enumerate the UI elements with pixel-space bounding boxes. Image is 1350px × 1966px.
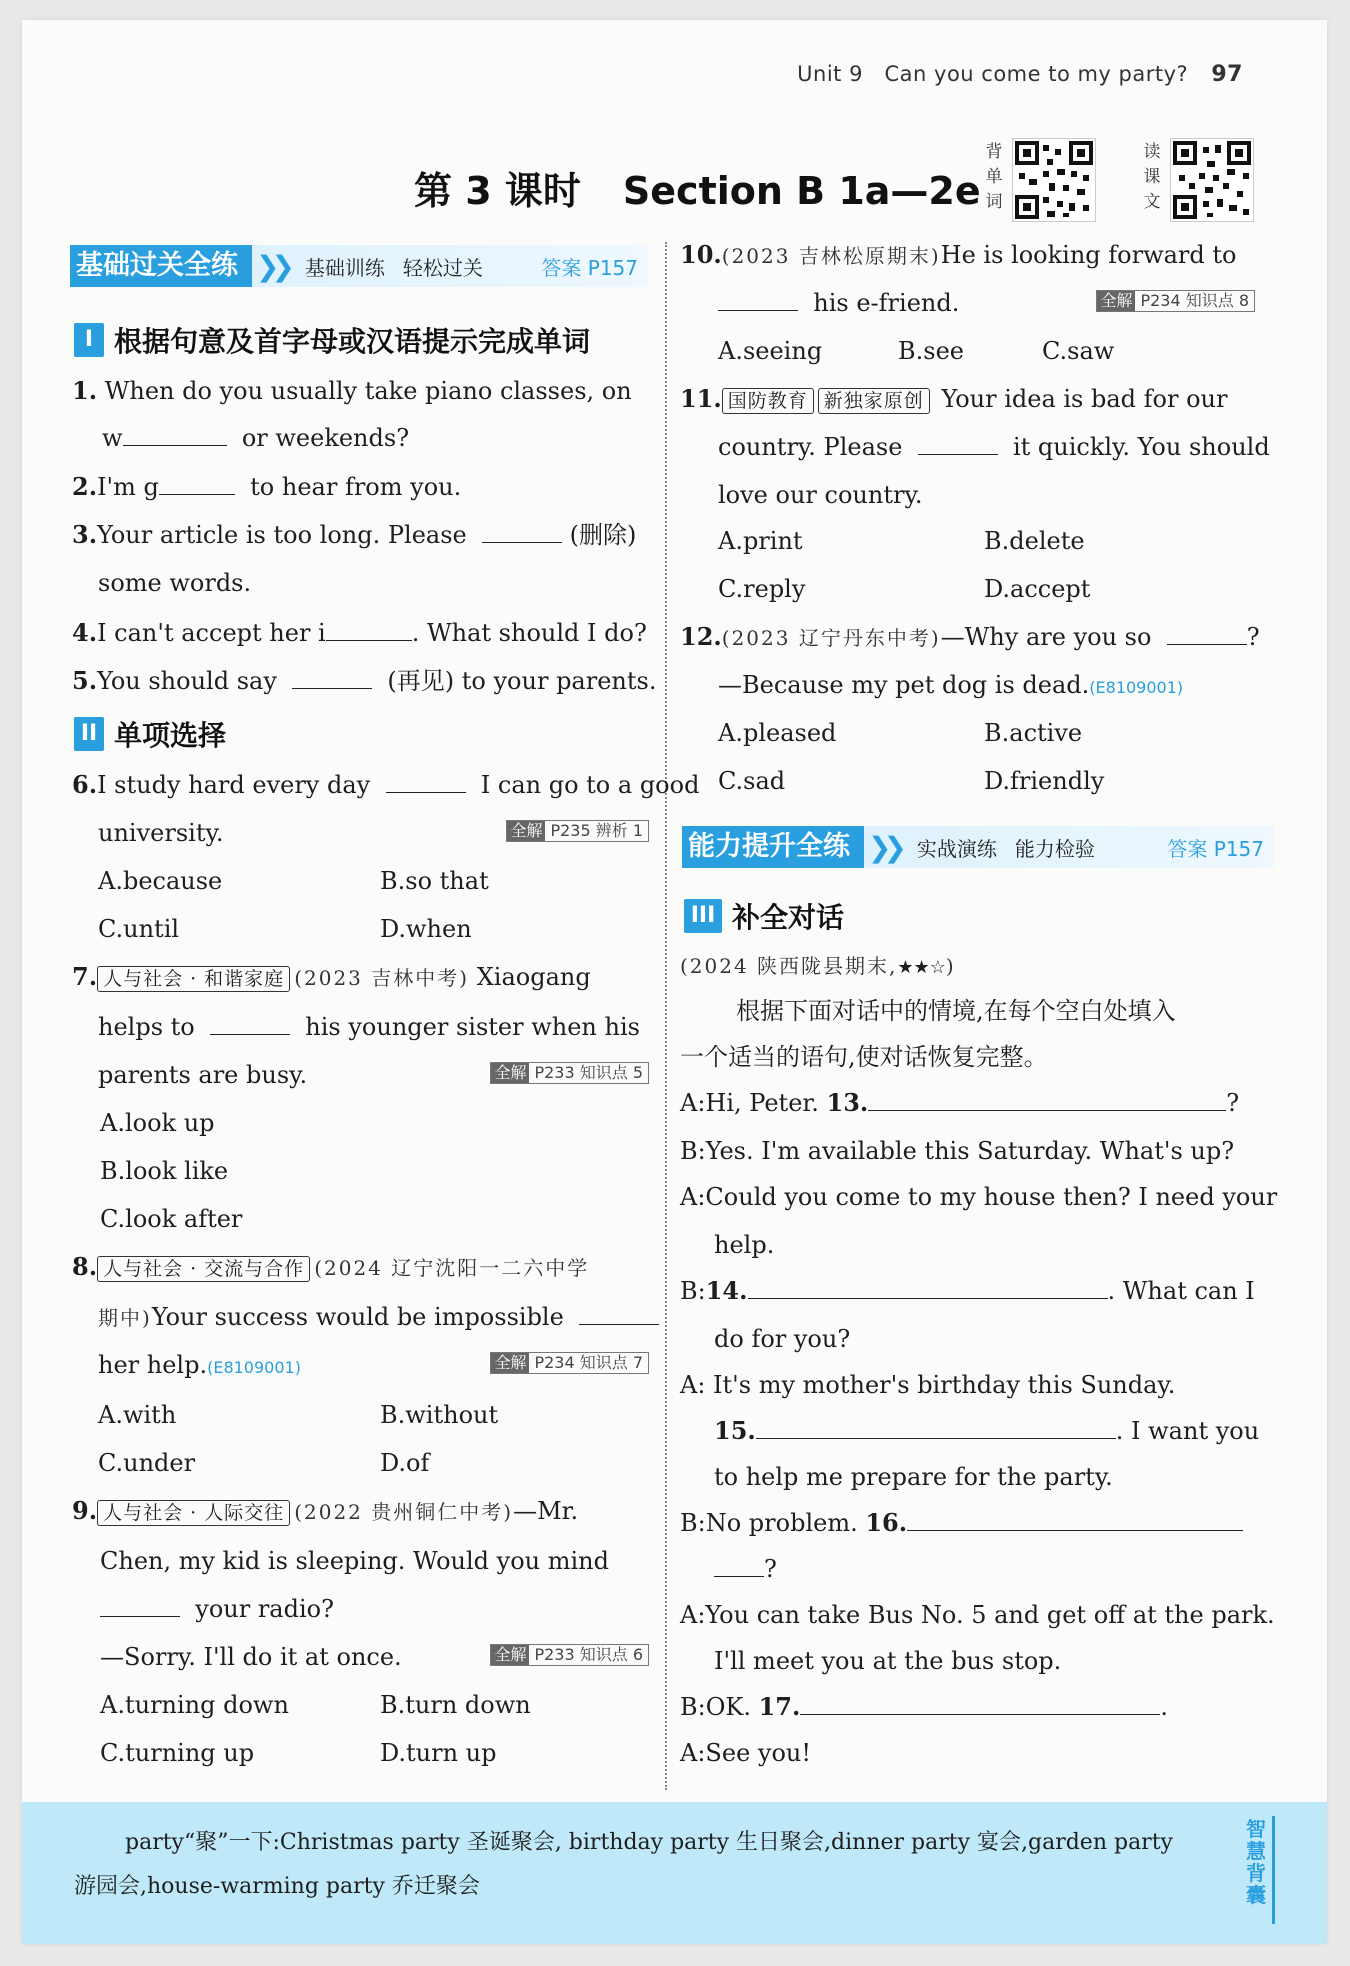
question-text: (再见) to your parents. — [387, 667, 657, 695]
running-header — [797, 62, 1243, 87]
question-code: (E8109001) — [1089, 678, 1184, 697]
option-b[interactable]: B.look like — [100, 1157, 229, 1185]
part-number: III — [684, 899, 722, 933]
question-number: 1. — [72, 376, 98, 405]
question-source: (2022 贵州铜仁中考) — [294, 1500, 514, 1524]
dialogue-text: ? — [764, 1555, 777, 1583]
tip-side-label — [1245, 1818, 1267, 1906]
blank-number: 16. — [865, 1508, 908, 1537]
topic-tag: 人与社会 · 人际交往 — [97, 1500, 290, 1526]
question-source: (2024 辽宁沈阳一二六中学 — [314, 1256, 590, 1280]
question-text: university. — [98, 819, 224, 847]
answer-blank[interactable] — [159, 472, 235, 495]
ref-key: 全解 — [1097, 291, 1135, 311]
letter-hint: w — [102, 424, 123, 452]
question-11-line-c — [718, 480, 922, 510]
part-title: 根据句意及首字母或汉语提示完成单词 — [114, 325, 591, 358]
option-b[interactable]: B.so that — [380, 867, 489, 895]
question-number: 6. — [72, 770, 98, 799]
option-c[interactable]: C.look after — [100, 1205, 243, 1233]
question-9-line-a — [72, 1496, 578, 1527]
question-1-line-a — [72, 376, 632, 406]
question-text: Chen, my kid is sleeping. Would you mind — [100, 1547, 609, 1575]
answer-blank[interactable] — [210, 1012, 290, 1035]
question-source: (2023 辽宁丹东中考) — [721, 626, 941, 650]
dialogue-line-14 — [680, 1276, 1255, 1306]
banner-sub: 实战演练 — [916, 836, 997, 861]
option-c[interactable]: C.turning up — [100, 1739, 255, 1767]
ref-value: P233 知识点 5 — [534, 1063, 643, 1082]
qr-label-char: 课 — [1143, 167, 1161, 187]
question-code: (E8109001) — [207, 1358, 301, 1377]
question-4 — [72, 618, 647, 648]
qr-label-char: 单 — [985, 167, 1003, 187]
question-7-line-a — [72, 962, 591, 993]
question-11-line-a — [680, 384, 1227, 414]
question-text: When do you usually take piano classes, on — [104, 377, 632, 405]
option-a[interactable]: A.seeing — [718, 337, 823, 365]
unit-title: Can you come to my party? — [884, 62, 1189, 86]
question-7-line-c — [98, 1060, 307, 1090]
answer-blank[interactable] — [918, 432, 998, 455]
question-text: Your idea is bad for our — [941, 385, 1228, 413]
tip-side-char: 慧 — [1246, 1839, 1266, 1863]
dialogue-line-17 — [680, 1692, 1168, 1722]
banner-sub: 轻松过关 — [402, 255, 483, 280]
answer-blank[interactable] — [714, 1554, 764, 1577]
question-text: —Mr. — [513, 1497, 579, 1525]
chevron-right-icon: ❯❯ — [256, 249, 287, 283]
banner-tag: 能力提升全练 — [682, 826, 864, 868]
part-title: 补全对话 — [732, 901, 845, 934]
dialogue-line: to help me prepare for the party. — [714, 1463, 1113, 1491]
question-text: helps to — [98, 1013, 195, 1041]
question-text: He is looking forward to — [940, 241, 1237, 269]
dialogue-instruction-b: 一个适当的语句,使对话恢复完整。 — [680, 1043, 1048, 1071]
dialogue-text: B:OK. — [680, 1693, 751, 1721]
question-2 — [72, 472, 461, 502]
question-6-line-b — [98, 818, 223, 848]
question-8-line-b — [98, 1302, 659, 1333]
part-one-heading — [74, 320, 590, 360]
qr-code-icon — [1013, 139, 1095, 221]
question-number: 2. — [72, 472, 98, 501]
question-text: parents are busy. — [98, 1061, 308, 1089]
ref-key: 全解 — [491, 1645, 529, 1665]
ref-key: 全解 — [491, 1063, 529, 1083]
answer-blank[interactable] — [123, 423, 227, 446]
option-b[interactable]: B.see — [898, 337, 964, 365]
dialogue-line: B:Yes. I'm available this Saturday. What's up? — [680, 1137, 1235, 1165]
question-text: I can go to a good — [480, 771, 700, 799]
qr-code-text[interactable] — [1170, 138, 1254, 222]
question-text: —Sorry. I'll do it at once. — [100, 1643, 402, 1671]
option-b[interactable]: B.turn down — [380, 1691, 531, 1719]
question-text: You should say — [97, 667, 277, 695]
chevron-right-icon: ❯❯ — [868, 830, 899, 864]
question-source: 期中) — [98, 1306, 152, 1330]
dialogue-line-13 — [680, 1088, 1239, 1118]
question-text: —Why are you so — [940, 623, 1152, 651]
option-d[interactable]: D.accept — [984, 575, 1091, 603]
question-text: or weekends? — [241, 424, 410, 452]
ref-key: 全解 — [491, 1353, 529, 1373]
dialogue-text: A:Hi, Peter. — [680, 1089, 819, 1117]
dialogue-line: A:See you! — [680, 1739, 812, 1767]
option-c[interactable]: C.under — [98, 1449, 196, 1477]
part-three-heading — [684, 896, 844, 936]
dialogue-text: . — [1160, 1693, 1169, 1721]
question-3-line-a — [72, 520, 636, 550]
dialogue-instruction-a: 根据下面对话中的情境,在每个空白处填入 — [736, 997, 1176, 1025]
answer-blank[interactable] — [907, 1508, 1243, 1531]
option-b[interactable]: B.without — [380, 1401, 499, 1429]
lesson-title — [414, 160, 981, 215]
question-10-line-a — [680, 240, 1236, 271]
part-number: I — [74, 323, 104, 357]
tip-side-rule — [1272, 1816, 1275, 1924]
dialogue-line-16 — [680, 1508, 1243, 1538]
dialogue-text: ? — [1226, 1089, 1240, 1117]
question-12-line-b — [718, 670, 1183, 703]
blank-number: 14. — [705, 1276, 748, 1305]
question-9-line-d — [100, 1642, 402, 1672]
question-text: ? — [1246, 623, 1260, 651]
question-3-line-b — [98, 568, 251, 598]
question-text: Your article is too long. Please — [97, 521, 467, 549]
question-8-line-a — [72, 1252, 589, 1283]
option-a[interactable]: A.print — [718, 527, 803, 555]
tip-side-char: 智 — [1246, 1817, 1266, 1841]
option-a[interactable]: A.pleased — [718, 719, 837, 747]
blank-number: 15. — [714, 1416, 756, 1445]
option-a[interactable]: A.turning down — [100, 1691, 289, 1719]
topic-tag: 国防教育 — [722, 388, 814, 414]
question-number: 11. — [680, 384, 722, 413]
tip-line-1: party“聚”一下:Christmas party 圣诞聚会, birthday party 生日聚会,dinner party 宴会,garden party — [125, 1830, 1173, 1855]
solution-ref[interactable] — [506, 820, 649, 842]
answer-ref-link[interactable]: 答案 P157 — [1167, 836, 1264, 861]
answer-blank[interactable] — [868, 1088, 1226, 1111]
page — [22, 20, 1327, 1944]
question-text: some words. — [98, 569, 252, 597]
dialogue-line-15 — [714, 1416, 1259, 1446]
answer-blank[interactable] — [748, 1276, 1108, 1299]
banner-basic — [70, 245, 648, 287]
answer-blank[interactable] — [1167, 622, 1247, 645]
question-12-line-a — [680, 622, 1260, 653]
ref-value: P234 知识点 7 — [534, 1353, 643, 1372]
option-a[interactable]: A.look up — [100, 1109, 215, 1137]
tip-side-char: 背 — [1246, 1861, 1266, 1885]
topic-tag: 人与社会 · 交流与合作 — [97, 1256, 310, 1282]
question-8-line-c — [98, 1350, 301, 1383]
answer-blank[interactable] — [756, 1416, 1116, 1439]
blank-number: 17. — [758, 1692, 801, 1721]
qr-label-char: 词 — [985, 192, 1003, 212]
solution-ref[interactable] — [490, 1352, 649, 1374]
solution-ref[interactable] — [490, 1644, 649, 1666]
question-5 — [72, 666, 656, 696]
option-d[interactable]: D.turn up — [380, 1739, 497, 1767]
ref-value: P234 知识点 8 — [1140, 291, 1249, 310]
part-number: II — [74, 717, 104, 751]
question-text: Xiaogang — [476, 963, 591, 991]
answer-blank[interactable] — [718, 288, 798, 311]
answer-blank[interactable] — [292, 666, 372, 689]
question-source: (2023 吉林中考) — [294, 966, 470, 990]
dialogue-line: I'll meet you at the bus stop. — [714, 1647, 1062, 1675]
question-text: I can't accept her i — [97, 619, 326, 647]
question-number: 5. — [72, 666, 98, 695]
question-7-line-b — [98, 1012, 640, 1042]
question-9-line-b — [100, 1546, 609, 1576]
banner-advance — [682, 826, 1274, 868]
qr-label-char: 文 — [1143, 192, 1161, 212]
answer-blank[interactable] — [579, 1302, 659, 1325]
question-6-line-a — [72, 770, 699, 800]
lesson-label: 第 3 课时 — [414, 169, 581, 213]
solution-ref[interactable] — [490, 1062, 649, 1084]
question-source: (2024 陕西陇县期末, — [680, 954, 898, 978]
question-source: (2023 吉林松原期末) — [721, 244, 941, 268]
banner-tag: 基础过关全练 — [70, 245, 252, 287]
dialogue-line: A:You can take Bus No. 5 and get off at the park. — [680, 1601, 1275, 1629]
part-title: 单项选择 — [114, 719, 227, 752]
tip-box — [22, 1802, 1327, 1944]
dialogue-line: help. — [714, 1231, 775, 1259]
question-text: to hear from you. — [250, 473, 462, 501]
option-d[interactable]: D.when — [380, 915, 472, 943]
question-text: country. Please — [718, 433, 903, 461]
question-number: 10. — [680, 240, 722, 269]
tip-side-char: 囊 — [1246, 1883, 1266, 1907]
question-source: ) — [945, 954, 956, 978]
blank-number: 13. — [826, 1088, 869, 1117]
question-number: 4. — [72, 618, 98, 647]
dialogue-text: B: — [680, 1277, 706, 1305]
qr-words-label — [984, 140, 1004, 215]
question-text: it quickly. You should — [1012, 433, 1270, 461]
column-divider — [665, 242, 667, 1790]
answer-blank[interactable] — [482, 520, 562, 543]
qr-code-icon — [1171, 139, 1253, 221]
ref-value: P235 辨析 1 — [550, 821, 643, 840]
question-text: Your success would be impossible — [151, 1303, 564, 1331]
question-9-line-c — [100, 1594, 334, 1624]
qr-code-words[interactable] — [1012, 138, 1096, 222]
question-number: 7. — [72, 962, 98, 991]
question-number: 3. — [72, 520, 98, 549]
option-d[interactable]: D.of — [380, 1449, 430, 1477]
qr-label-char: 读 — [1143, 142, 1161, 162]
question-1-line-b — [102, 423, 409, 453]
option-b[interactable]: B.active — [984, 719, 1083, 747]
option-d[interactable]: D.friendly — [984, 767, 1105, 795]
option-c[interactable]: C.until — [98, 915, 180, 943]
question-text: I'm g — [97, 473, 159, 501]
question-11-line-b — [718, 432, 1270, 462]
option-a[interactable]: A.with — [98, 1401, 177, 1429]
option-c[interactable]: C.sad — [718, 767, 786, 795]
option-b[interactable]: B.delete — [984, 527, 1085, 555]
ref-key: 全解 — [507, 821, 545, 841]
answer-blank[interactable] — [326, 618, 412, 641]
question-number: 12. — [680, 622, 722, 651]
answer-ref-link[interactable]: 答案 P157 — [541, 255, 638, 280]
question-number: 8. — [72, 1252, 98, 1281]
question-text: I study hard every day — [97, 771, 371, 799]
question-text: her help. — [98, 1351, 208, 1379]
ref-value: P233 知识点 6 — [534, 1645, 643, 1664]
dialogue-text: . I want you — [1115, 1417, 1260, 1445]
answer-blank[interactable] — [100, 1594, 180, 1617]
difficulty-stars-icon: ★★☆ — [897, 957, 946, 978]
banner-sub: 基础训练 — [304, 255, 385, 280]
topic-tag: 人与社会 · 和谐家庭 — [97, 966, 290, 992]
part-two-heading — [74, 714, 226, 754]
answer-blank[interactable] — [386, 770, 466, 793]
answer-blank[interactable] — [800, 1692, 1160, 1715]
dialogue-line: A:Could you come to my house then? I need your — [680, 1183, 1278, 1211]
question-text: his younger sister when his — [305, 1013, 640, 1041]
solution-ref[interactable] — [1096, 290, 1255, 312]
question-text: —Because my pet dog is dead. — [718, 671, 1090, 699]
banner-sub: 能力检验 — [1014, 836, 1095, 861]
chinese-hint: (删除) — [569, 521, 637, 549]
section-label: Section B 1a—2e — [622, 169, 981, 213]
dialogue-line: do for you? — [714, 1325, 851, 1353]
dialogue-text: B:No problem. — [680, 1509, 858, 1537]
qr-label-char: 背 — [985, 142, 1003, 162]
page-number: 97 — [1211, 62, 1243, 87]
question-number: 9. — [72, 1496, 98, 1525]
original-tag: 新独家原创 — [818, 388, 930, 414]
question-text: his e-friend. — [813, 289, 960, 317]
qr-text-label — [1142, 140, 1162, 215]
question-10-line-b — [718, 288, 959, 318]
question-text: . What should I do? — [411, 619, 647, 647]
tip-line-2: 游园会,house-warming party 乔迁聚会 — [74, 1874, 480, 1899]
unit-label: Unit 9 — [797, 62, 863, 86]
question-text: your radio? — [195, 1595, 334, 1623]
question-text: love our country. — [718, 481, 923, 509]
option-c[interactable]: C.saw — [1042, 337, 1115, 365]
dialogue-source — [680, 950, 956, 983]
dialogue-text: . What can I — [1107, 1277, 1255, 1305]
option-c[interactable]: C.reply — [718, 575, 806, 603]
dialogue-line-16-cont — [714, 1554, 777, 1584]
option-a[interactable]: A.because — [98, 867, 223, 895]
dialogue-line: A: It's my mother's birthday this Sunday. — [680, 1371, 1176, 1399]
